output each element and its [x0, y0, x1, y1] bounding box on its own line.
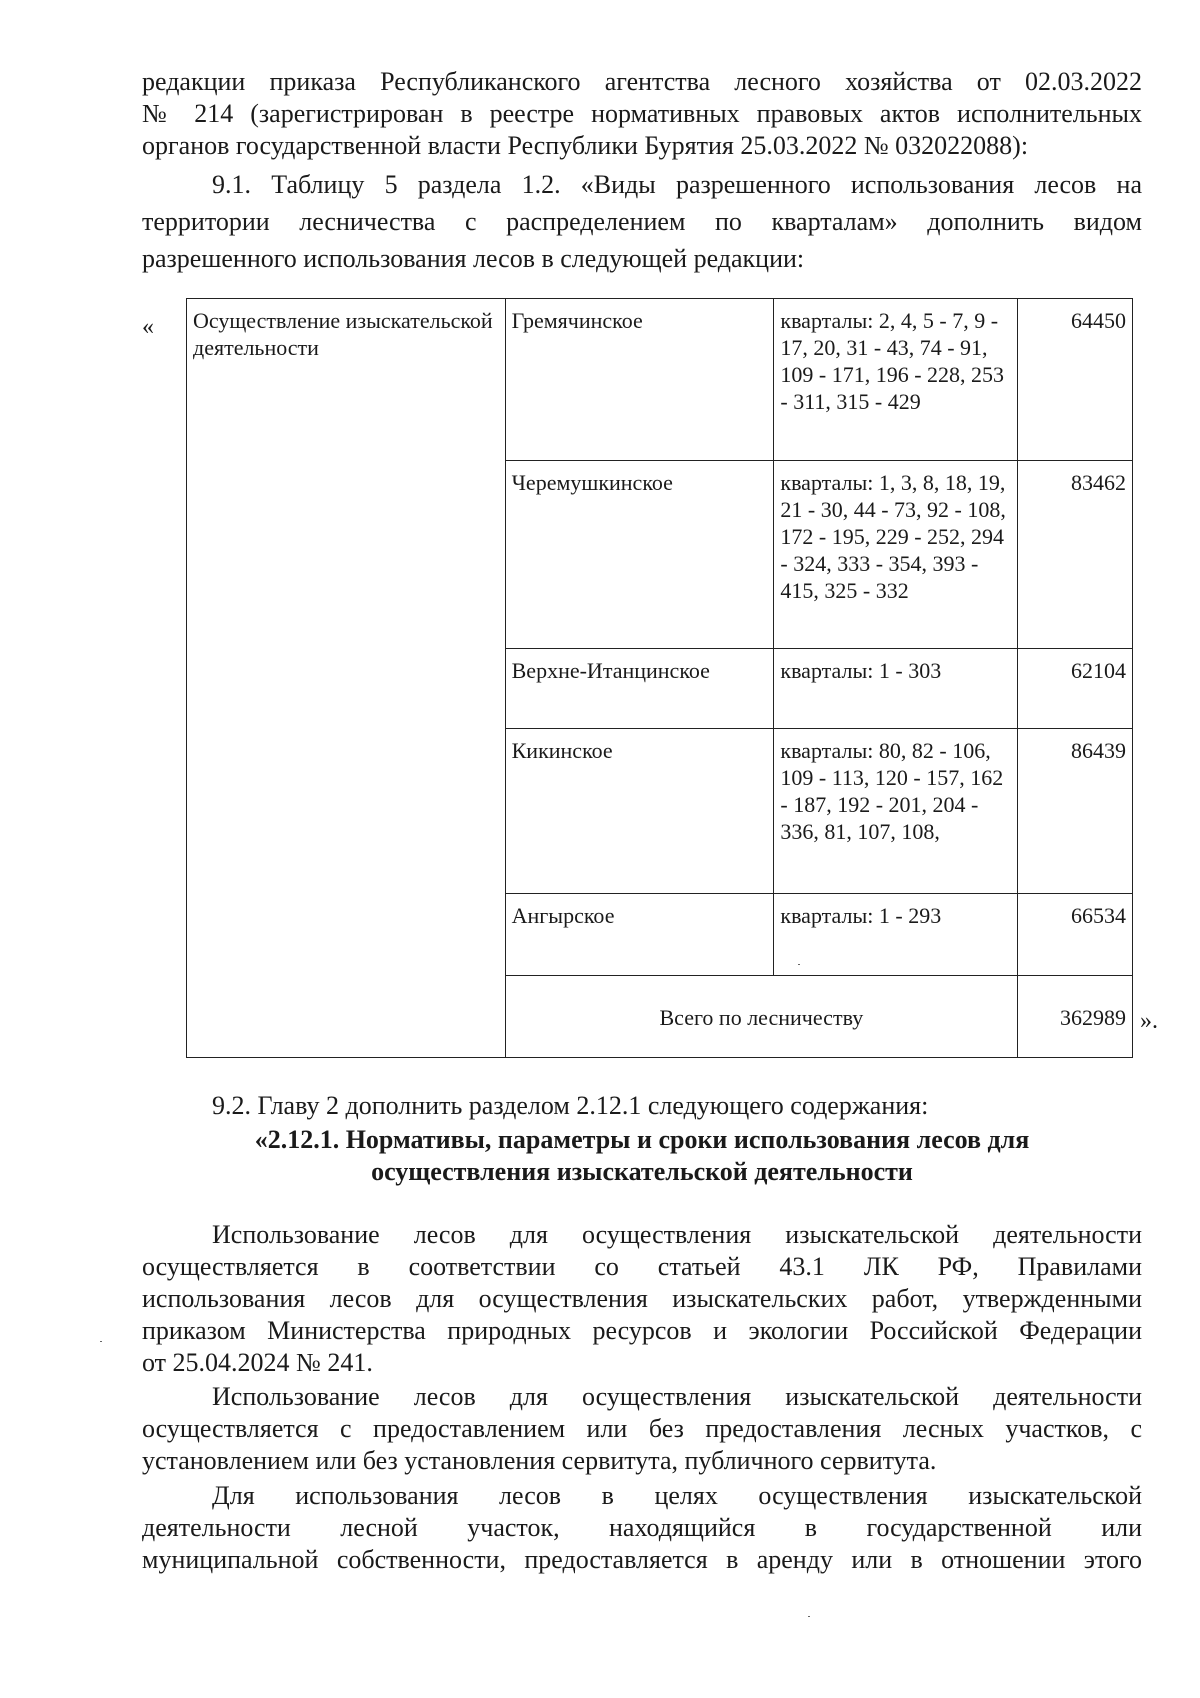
body-line: осуществляется в соответствии со статьей 43.1 ЛК РФ, Правилами: [142, 1252, 1142, 1281]
table-open-quote: «: [142, 314, 154, 340]
body-line: Использование лесов для осуществления изыскательской деятельности: [212, 1382, 1142, 1411]
body-paragraph-1: [142, 1219, 1142, 1379]
area-cell: 62104: [1018, 649, 1133, 729]
item-9-2-paragraph: [212, 1090, 1112, 1122]
quarters-cell: кварталы: 1, 3, 8, 18, 19, 21 - 30, 44 - 73, 92 - 108, 172 - 195, 229 - 252, 294 - 324, 333 - 354, 393 - 415, 325 - 332: [774, 461, 1018, 649]
body-paragraph-2: [142, 1381, 1142, 1477]
section-heading-line: осуществления изыскательской деятельности: [371, 1157, 913, 1186]
forest-use-table: [186, 298, 1133, 1058]
intro-line: редакции приказа Республиканского агентства лесного хозяйства от 02.03.2022: [142, 67, 1142, 96]
body-line: использования лесов для осуществления изыскательских работ, утвержденными: [142, 1284, 1142, 1313]
body-line: осуществляется с предоставлением или без предоставления лесных участков, с: [142, 1414, 1142, 1443]
forestry-cell: Гремячинское: [505, 299, 774, 461]
area-cell: 83462: [1018, 461, 1133, 649]
section-heading: [142, 1124, 1142, 1188]
area-cell: 64450: [1018, 299, 1133, 461]
forestry-cell: Черемушкинское: [505, 461, 774, 649]
forestry-cell: Кикинское: [505, 729, 774, 894]
item-9-1-line: 9.1. Таблицу 5 раздела 1.2. «Виды разрешенного использования лесов на: [212, 170, 1142, 199]
area-cell: 86439: [1018, 729, 1133, 894]
section-heading-line: «2.12.1. Нормативы, параметры и сроки использования лесов для: [254, 1125, 1030, 1154]
intro-line: органов государственной власти Республики Бурятия 25.03.2022 № 032022088):: [142, 131, 1029, 160]
body-line: деятельности лесной участок, находящийся в государственной или: [142, 1513, 1142, 1542]
item-9-1-line: территории лесничества с распределением по кварталам» дополнить видом: [142, 207, 1142, 236]
quarters-cell: кварталы: 2, 4, 5 - 7, 9 - 17, 20, 31 - 43, 74 - 91, 109 - 171, 196 - 228, 253 - 311, 315 - 429: [774, 299, 1018, 461]
body-line: Использование лесов для осуществления изыскательской деятельности: [212, 1220, 1142, 1249]
forestry-cell: Ангырское: [505, 894, 774, 976]
item-9-1-line: разрешенного использования лесов в следующей редакции:: [142, 244, 805, 273]
total-label-cell: Всего по лесничеству: [505, 976, 1017, 1058]
quarters-cell: кварталы: 80, 82 - 106, 109 - 113, 120 - 157, 162 - 187, 192 - 201, 204 - 336, 81, 107, 108,: [774, 729, 1018, 894]
quarters-cell: кварталы: 1 - 293: [774, 894, 1018, 976]
body-line: муниципальной собственности, предоставляется в аренду или в отношении этого: [142, 1545, 1142, 1574]
activity-cell: Осуществление изыскательской деятельности: [187, 299, 506, 1058]
intro-paragraph: [142, 66, 1142, 162]
forestry-cell: Верхне-Итанцинское: [505, 649, 774, 729]
scan-speck: [100, 1341, 102, 1342]
body-line: Для использования лесов в целях осуществления изыскательской: [212, 1481, 1142, 1510]
table-row: [187, 299, 1133, 461]
body-line: приказом Министерства природных ресурсов и экологии Российской Федерации: [142, 1316, 1142, 1345]
area-cell: 66534: [1018, 894, 1133, 976]
body-line: от 25.04.2024 № 241.: [142, 1348, 373, 1377]
table-close-quote: ».: [1140, 1008, 1158, 1034]
body-line: установлением или без установления сервитута, публичного сервитута.: [142, 1446, 937, 1475]
total-value-cell: 362989: [1018, 976, 1133, 1058]
scan-speck: [798, 964, 800, 965]
scan-speck: [808, 1616, 810, 1617]
body-paragraph-3: [142, 1480, 1142, 1576]
intro-line: № 214 (зарегистрирован в реестре нормативных правовых актов исполнительных: [142, 99, 1142, 128]
quarters-cell: кварталы: 1 - 303: [774, 649, 1018, 729]
item-9-2-text: 9.2. Главу 2 дополнить разделом 2.12.1 следующего содержания:: [212, 1091, 929, 1120]
item-9-1-paragraph: [142, 166, 1142, 277]
